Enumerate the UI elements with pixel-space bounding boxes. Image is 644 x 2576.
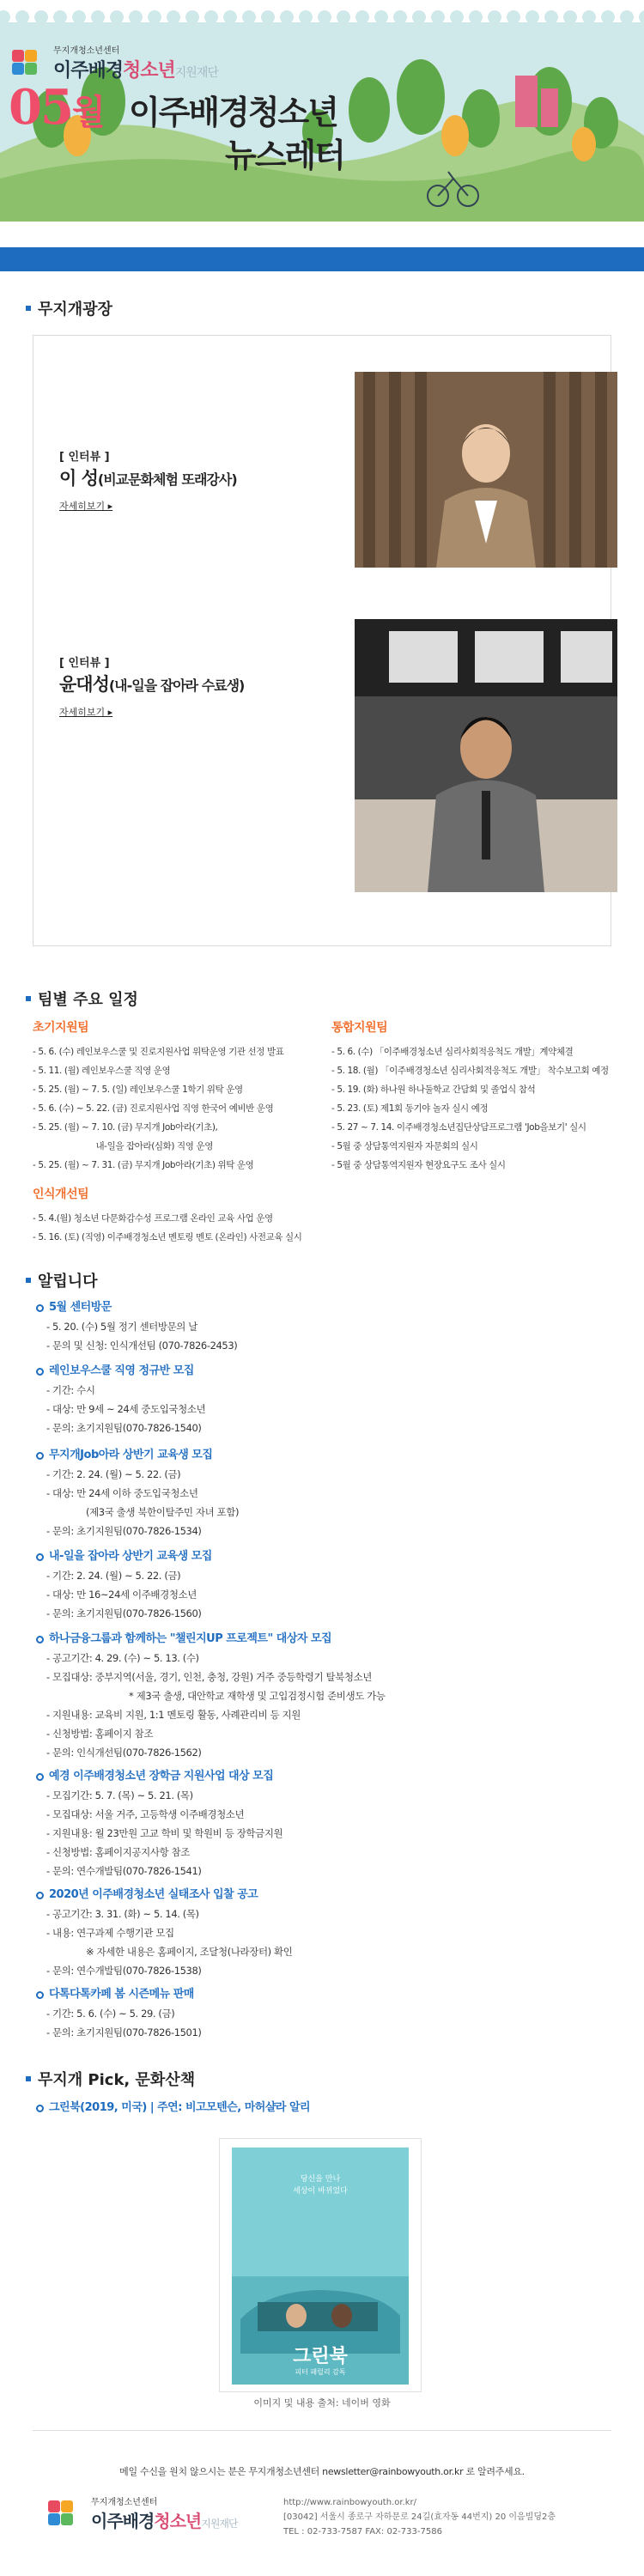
scallop-notch — [148, 10, 161, 24]
schedule-item: - 5. 23. (토) 제1회 동기야 놀자 실시 예정 — [331, 1103, 489, 1114]
newsletter-title-line2: 뉴스레터 — [225, 137, 344, 174]
brand-foundation-name: 이주배경청소년지원재단 — [53, 60, 218, 82]
rainbow-logo-icon — [48, 2500, 84, 2526]
schedule-item: - 5. 6. (수) 「이주배경청소년 심리사회적응척도 개발」계약체결 — [331, 1047, 574, 1057]
interviewee-name: 윤대성(내-일을 잡아라 수료생) — [59, 674, 245, 695]
notice-line: - 공고기간: 3. 31. (화) ~ 5. 14. (목) — [46, 1908, 199, 1920]
scallop-notch — [374, 10, 388, 24]
notice-heading[interactable]: 5월 센터방문 — [36, 1298, 603, 1317]
scallop-notch — [526, 10, 539, 24]
scallop-notch — [393, 10, 407, 24]
interview-tag: [ 인터뷰 ] — [59, 657, 110, 670]
schedule-column-awareness — [33, 1185, 617, 1247]
scallop-notch — [204, 10, 218, 24]
circle-bullet-icon — [36, 1636, 44, 1643]
notice-line: - 모집대상: 서울 거주, 고등학생 이주배경청소년 — [46, 1808, 245, 1820]
notice-line: - 문의: 초기지원팀(070-7826-1501) — [46, 2026, 202, 2038]
notice-line: ※ 자세한 내용은 홈페이지, 조달청(나라장터) 확인 — [86, 1946, 293, 1958]
notice-line: - 지원내용: 교육비 지원, 1:1 멘토링 활동, 사례관리비 등 지원 — [46, 1709, 301, 1721]
scallop-notch — [620, 10, 634, 24]
schedule-item: - 5. 16. (토) (직영) 이주배경청소년 멘토링 멘토 (온라인) 사전교육 실시 — [33, 1232, 302, 1242]
notice-item — [36, 1630, 603, 1762]
notice-line: - 문의: 인식개선팀(070-7826-1562) — [46, 1747, 202, 1759]
scallop-notch — [129, 10, 143, 24]
schedule-item: - 5. 6. (수) 레인보우스쿨 및 진로지원사업 위탁운영 기관 선정 발표 — [33, 1047, 284, 1057]
scallop-notch — [431, 10, 445, 24]
scallop-notch — [34, 10, 48, 24]
poster-caption: 이미지 및 내용 출처: 네이버 영화 — [253, 2397, 391, 2409]
scallop-notch — [355, 10, 369, 24]
scallop-notch — [110, 10, 124, 24]
footer-logo — [48, 2494, 238, 2532]
notice-line: - 문의 및 신청: 인식개선팀 (070-7826-2453) — [46, 1340, 238, 1352]
notice-item — [36, 1362, 603, 1437]
movie-poster[interactable] — [232, 2148, 409, 2385]
notice-line: - 5. 20. (수) 5월 정기 센터방문의 날 — [46, 1321, 197, 1333]
notice-line: (제3국 출생 북한이탈주민 자녀 포함) — [86, 1506, 240, 1518]
team-heading: 통합지원팀 — [331, 1021, 388, 1035]
brand-logo — [12, 43, 218, 82]
notice-heading[interactable]: 하나금융그룹과 함께하는 "챌린지UP 프로젝트" 대상자 모집 — [36, 1630, 603, 1649]
notice-heading[interactable]: 다톡다톡카페 봄 시즌메뉴 판매 — [36, 1985, 603, 2004]
section-title-notices: 알립니다 — [26, 1269, 98, 1291]
circle-bullet-icon — [36, 2105, 44, 2112]
notice-item — [36, 1298, 603, 1355]
brand-center-name: 무지개청소년센터 — [53, 46, 120, 56]
notice-heading[interactable]: 레인보우스쿨 직영 정규반 모집 — [36, 1362, 603, 1381]
scallop-notch — [563, 10, 577, 24]
footer-center-name: 무지개청소년센터 — [91, 2498, 158, 2507]
schedule-item: - 5. 6. (수) ~ 5. 22. (금) 진로지원사업 직영 한국어 예비반 운영 — [33, 1103, 274, 1114]
schedule-item: - 5. 18. (월) 「이주배경청소년 심리사회적응척도 개발」 착수보고회 예정 — [331, 1066, 609, 1076]
circle-bullet-icon — [36, 1892, 44, 1899]
notice-line: - 대상: 만 24세 이하 중도입국청소년 — [46, 1487, 198, 1499]
schedule-item: - 5. 25. (월) ~ 7. 10. (금) 무지개 Job아라(기초), — [33, 1122, 218, 1133]
poster-tagline: 당신을 만나 세상이 바뀌었다 — [293, 2175, 348, 2196]
scallop-notch — [601, 10, 615, 24]
newsletter-title-line1: 이주배경청소년 — [129, 94, 337, 131]
schedule-item: 내-일을 잡아라(심화) 직영 운영 — [33, 1141, 213, 1151]
notice-item — [36, 1985, 603, 2042]
scallop-notch — [337, 10, 350, 24]
header-white-strip — [0, 222, 644, 247]
schedule-item: - 5월 중 상담통역지원자 자문회의 실시 — [331, 1141, 478, 1151]
notice-line: - 기간: 2. 24. (월) ~ 5. 22. (금) — [46, 1570, 181, 1582]
scallop-notch — [91, 10, 105, 24]
schedule-column-integrated — [331, 1018, 632, 1175]
read-more-link[interactable]: 자세히보기 ▸ — [59, 707, 113, 718]
bullet-icon — [26, 1278, 31, 1283]
notice-heading[interactable]: 무지개Job아라 상반기 교육생 모집 — [36, 1446, 603, 1465]
notice-line: - 모집기간: 5. 7. (목) ~ 5. 21. (목) — [46, 1789, 193, 1801]
schedule-item: - 5. 27 ~ 7. 14. 이주배경청소년집단상담프로그램 'Job을보기' 실시 — [331, 1122, 586, 1133]
scallop-notch — [185, 10, 199, 24]
notice-line: - 기간: 5. 6. (수) ~ 5. 29. (금) — [46, 2008, 175, 2020]
notice-line: - 문의: 초기지원팀(070-7826-1534) — [46, 1525, 202, 1537]
scallop-notch — [0, 10, 10, 24]
notice-item — [36, 1886, 603, 1980]
scallop-notch — [582, 10, 596, 24]
divider — [33, 2430, 611, 2431]
interview-photo — [355, 619, 617, 892]
address: [03042] 서울시 종로구 자하문로 24길(효자동 44번지) 20 이음빌딩2층 — [283, 2512, 556, 2522]
circle-bullet-icon — [36, 1991, 44, 1999]
scallop-notch — [261, 10, 275, 24]
poster-credits: 피터 패럴리 감독 — [295, 2368, 346, 2376]
person-photo-icon — [355, 372, 617, 568]
notice-item — [36, 1767, 603, 1880]
bullet-icon — [26, 306, 31, 311]
section-title-pick: 무지개 Pick, 문화산책 — [26, 2068, 195, 2090]
circle-bullet-icon — [36, 1368, 44, 1376]
read-more-link[interactable]: 자세히보기 ▸ — [59, 501, 113, 512]
scallop-notch — [450, 10, 464, 24]
circle-bullet-icon — [36, 1304, 44, 1312]
notice-line: * 제3국 출생, 대안학교 재학생 및 고입검정시험 준비생도 가능 — [129, 1690, 386, 1702]
schedule-item: - 5. 4.(월) 청소년 다문화감수성 프로그램 온라인 교육 사업 운영 — [33, 1213, 273, 1224]
notice-line: - 내용: 연구과제 수행기관 모집 — [46, 1927, 174, 1939]
schedule-item: - 5. 11. (월) 레인보우스쿨 직영 운영 — [33, 1066, 171, 1076]
footer-contact — [283, 2495, 556, 2539]
scallop-notch — [412, 10, 426, 24]
section-title-schedule: 팀별 주요 일정 — [26, 987, 138, 1010]
notice-item — [36, 1446, 603, 1540]
schedule-item: - 5월 중 상담통역지원자 현장요구도 조사 실시 — [331, 1160, 506, 1170]
interview-card — [59, 619, 586, 892]
notice-line: - 신청방법: 홈페이지공지사항 참조 — [46, 1846, 190, 1858]
notice-line: - 문의: 초기지원팀(070-7826-1560) — [46, 1607, 202, 1619]
bullet-icon — [26, 996, 31, 1001]
scallop-notch — [72, 10, 86, 24]
footer-foundation-name: 이주배경청소년지원재단 — [91, 2511, 238, 2531]
notice-line: - 대상: 만 9세 ~ 24세 중도입국청소년 — [46, 1403, 206, 1415]
scalloped-edge — [0, 0, 644, 22]
notice-line: - 대상: 만 16~24세 이주배경청소년 — [46, 1589, 197, 1601]
scallop-notch — [469, 10, 483, 24]
interview-panel — [33, 335, 611, 946]
scallop-notch — [488, 10, 501, 24]
schedule-item: - 5. 19. (화) 하나원 하나둘학교 간담회 및 졸업식 참석 — [331, 1084, 536, 1095]
notice-heading[interactable]: 예경 이주배경청소년 장학금 지원사업 대상 모집 — [36, 1767, 603, 1786]
scallop-notch — [639, 10, 644, 24]
poster-title: 그린북 — [293, 2346, 348, 2367]
notice-line: - 문의: 연수개발팀(070-7826-1538) — [46, 1965, 202, 1977]
scallop-notch — [507, 10, 520, 24]
schedule-column-initial — [33, 1018, 325, 1175]
scallop-notch — [53, 10, 67, 24]
interview-card — [59, 372, 586, 568]
website-link[interactable]: http://www.rainbowyouth.or.kr/ — [283, 2498, 417, 2507]
section-title-plaza: 무지개광장 — [26, 297, 112, 319]
circle-bullet-icon — [36, 1452, 44, 1460]
circle-bullet-icon — [36, 1773, 44, 1781]
notice-heading[interactable]: 2020년 이주배경청소년 실태조사 입찰 공고 — [36, 1886, 603, 1905]
notice-line: - 기간: 2. 24. (월) ~ 5. 22. (금) — [46, 1468, 181, 1480]
unsubscribe-notice: 메일 수신을 원치 않으시는 분은 무지개청소년센터 newsletter@rainbowyouth.or.kr 로 알려주세요. — [119, 2466, 525, 2477]
scallop-notch — [299, 10, 313, 24]
issue-month: 05월 — [9, 79, 104, 136]
team-heading: 인식개선팀 — [33, 1188, 89, 1201]
scallop-notch — [544, 10, 558, 24]
movie-line: 그린북(2019, 미국) | 주연: 비고모텐슨, 마허샬라 알리 — [36, 2099, 603, 2117]
interview-tag: [ 인터뷰 ] — [59, 451, 110, 464]
phone-fax: TEL : 02-733-7587 FAX: 02-733-7586 — [283, 2527, 442, 2537]
movie-poster-frame — [219, 2138, 422, 2392]
schedule-item: - 5. 25. (월) ~ 7. 5. (일) 레인보우스쿨 1학기 위탁 운영 — [33, 1084, 243, 1095]
notice-line: - 신청방법: 홈페이지 참조 — [46, 1728, 154, 1740]
schedule-item: - 5. 25. (월) ~ 7. 31. (금) 무지개 Job아라(기초) 위탁 운영 — [33, 1160, 254, 1170]
notice-line: - 문의: 연수개발팀(070-7826-1541) — [46, 1865, 202, 1877]
header-blue-band — [0, 247, 644, 271]
scallop-notch — [242, 10, 256, 24]
scallop-notch — [15, 10, 29, 24]
newsletter-header — [0, 0, 644, 271]
notice-line: - 지원내용: 월 23만원 고교 학비 및 학원비 등 장학금지원 — [46, 1827, 283, 1839]
team-heading: 초기지원팀 — [33, 1021, 89, 1035]
scallop-notch — [318, 10, 331, 24]
notice-heading[interactable]: 내-일을 잡아라 상반기 교육생 모집 — [36, 1547, 603, 1566]
movie-info — [36, 2099, 603, 2117]
notice-line: - 공고기간: 4. 29. (수) ~ 5. 13. (수) — [46, 1652, 199, 1664]
circle-bullet-icon — [36, 1553, 44, 1561]
notice-line: - 모집대상: 중부지역(서울, 경기, 인천, 충청, 강원) 거주 중등학령기 탈북청소년 — [46, 1671, 372, 1683]
rainbow-logo-icon — [12, 50, 48, 76]
notice-item — [36, 1547, 603, 1623]
scallop-notch — [223, 10, 237, 24]
bullet-icon — [26, 2076, 31, 2081]
interviewee-name: 이 성(비교문화체험 또래강사) — [59, 468, 237, 489]
interview-photo — [355, 372, 617, 568]
notice-line: - 기간: 수시 — [46, 1384, 95, 1396]
person-photo-icon — [355, 619, 617, 892]
notice-line: - 문의: 초기지원팀(070-7826-1540) — [46, 1422, 202, 1434]
scallop-notch — [167, 10, 180, 24]
scallop-notch — [280, 10, 294, 24]
